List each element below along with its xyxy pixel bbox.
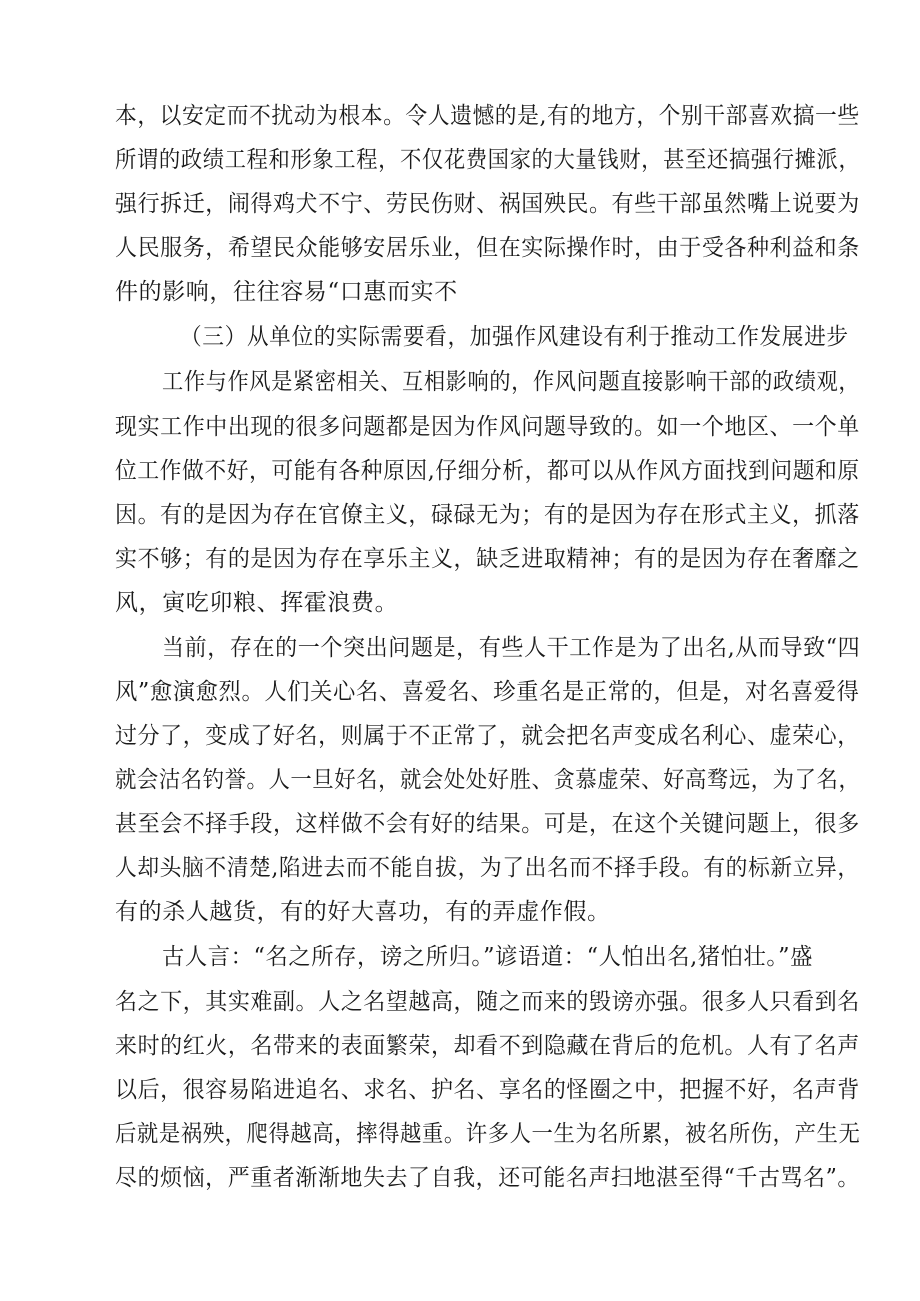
text-line: 甚至会不择手段，这样做不会有好的结果。可是，在这个关键问题上，很多 bbox=[115, 811, 860, 837]
text-line: 后就是祸殃，爬得越高，摔得越重。许多人一生为名所累，被名所伤，产生无 bbox=[115, 1121, 861, 1147]
text-line: 现实工作中出现的很多问题都是因为作风问题导致的。如一个地区、一个单 bbox=[115, 414, 860, 440]
paragraph-first-line: 工作与作风是紧密相关、互相影响的，作风问题直接影响干部的政绩观， bbox=[162, 369, 861, 395]
paragraph-first-line: 当前，存在的一个突出问题是，有些人干工作是为了出名,从而导致“四 bbox=[162, 635, 861, 661]
text-line: 风，寅吃卯粮、挥霍浪费。 bbox=[115, 590, 399, 616]
text-line: 尽的烦恼，严重者渐渐地失去了自我，还可能名声扫地湛至得“千古骂名”。 bbox=[115, 1165, 860, 1191]
text-line: 人民服务，希望民众能够安居乐业，但在实际操作时，由于受各种利益和条 bbox=[115, 235, 860, 261]
text-line: 风”愈演愈烈。人们关心名、喜爱名、珍重名是正常的，但是，对名喜爱得 bbox=[115, 679, 860, 705]
text-line: 所谓的政绩工程和形象工程，不仅花费国家的大量钱财，甚至还搞强行摊派， bbox=[115, 147, 861, 173]
text-line: 实不够；有的是因为存在享乐主义，缺乏进取精神；有的是因为存在奢靡之 bbox=[115, 546, 860, 572]
text-line: 过分了，变成了好名，则属于不正常了，就会把名声变成名利心、虚荣心， bbox=[115, 723, 860, 749]
text-line: 本，以安定而不扰动为根本。令人遗憾的是,有的地方，个别干部喜欢搞一些 bbox=[115, 103, 860, 129]
text-line: 来时的红火，名带来的表面繁荣，却看不到隐藏在背后的危机。人有了名声 bbox=[115, 1033, 860, 1059]
text-line: 位工作做不好，可能有各种原因,仔细分析，都可以从作风方面找到问题和原 bbox=[115, 458, 860, 484]
text-line: 因。有的是因为存在官僚主义，碌碌无为；有的是因为存在形式主义，抓落 bbox=[115, 502, 860, 528]
text-line: 名之下，其实难副。人之名望越高，随之而来的毁谤亦强。很多人只看到名 bbox=[115, 989, 860, 1015]
text-line: 有的杀人越货，有的好大喜功，有的弄虚作假。 bbox=[115, 899, 611, 925]
section-heading: （三）从单位的实际需要看，加强作风建设有利于推动工作发展进步 bbox=[180, 324, 849, 350]
text-line: 强行拆迁，闹得鸡犬不宁、劳民伤财、祸国殃民。有些干部虽然嘴上说要为 bbox=[115, 191, 860, 217]
text-line: 件的影响，往往容易“口惠而实不 bbox=[115, 279, 458, 305]
text-line: 就会沽名钓誉。人一旦好名，就会处处好胜、贪慕虚荣、好高骛远，为了名， bbox=[115, 767, 861, 793]
paragraph-first-line: 古人言：“名之所存，谤之所归。”谚语道：“人怕出名,猪怕壮。”盛 bbox=[162, 944, 814, 970]
text-line: 人却头脑不清楚,陷进去而不能自拔，为了出名而不择手段。有的标新立异， bbox=[115, 855, 860, 881]
text-line: 以后，很容易陷进追名、求名、护名、享名的怪圈之中，把握不好，名声背 bbox=[115, 1077, 860, 1103]
